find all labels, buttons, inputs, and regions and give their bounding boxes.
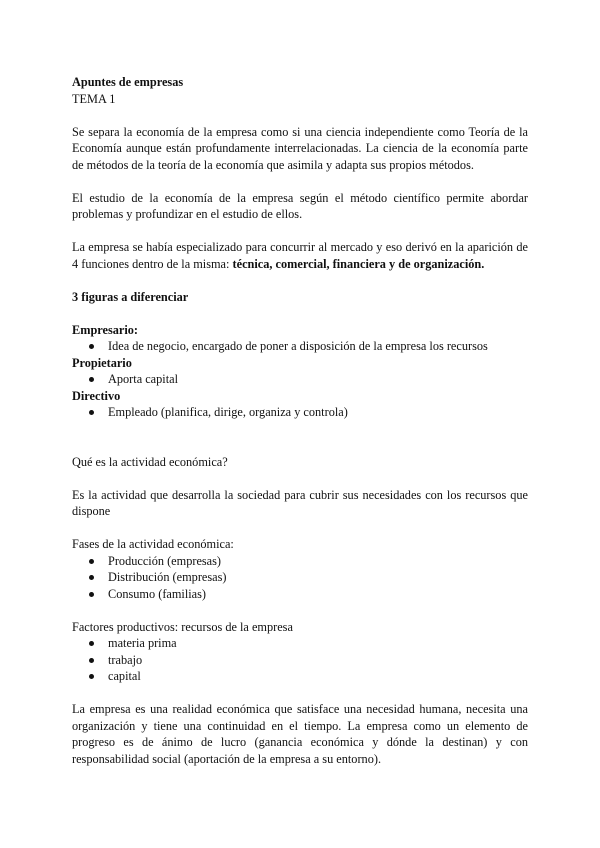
- funciones-text: La empresa se había especializado para concurrir al mercado y eso derivó en la aparición de 4 funciones dentro de la misma:: [72, 240, 528, 271]
- funciones-bold: técnica, comercial, financiera y de organización.: [232, 256, 485, 271]
- bullet-icon: [89, 344, 94, 349]
- empresario-list: [72, 338, 528, 355]
- actividad-question: Qué es la actividad económica?: [72, 454, 228, 469]
- list-item: Idea de negocio, encargado de poner a disposición de la empresa los recursos: [72, 338, 528, 355]
- paragraph-intro: Se separa la economía de la empresa como si una ciencia independiente como Teoría de la Economía aunque están profundamente interrelacionadas. La ciencia de la economía parte de métodos de la teoría de la economía que asimila y adapta sus propios métodos.: [72, 124, 528, 172]
- document-page: [72, 74, 528, 767]
- directivo-list: [72, 404, 528, 421]
- bullet-icon: [89, 674, 94, 679]
- paragraph-estudio: El estudio de la economía de la empresa según el método científico permite abordar problemas y profundizar en el estudio de ellos.: [72, 190, 528, 221]
- actividad-answer: Es la actividad que desarrolla la sociedad para cubrir sus necesidades con los recursos que dispone: [72, 487, 528, 518]
- bullet-icon: [89, 592, 94, 597]
- paragraph-closing: La empresa es una realidad económica que satisface una necesidad humana, necesita una organización y tiene una continuidad en el tiempo. La empresa como un elemento de progreso es de ánimo de lucro (ganancia económica y dónde la destinan) y con responsabilidad social (aportación de la empresa a su entorno).: [72, 702, 528, 766]
- bullet-icon: [89, 559, 94, 564]
- directivo-label: Directivo: [72, 388, 121, 403]
- bullet-icon: [89, 410, 94, 415]
- bullet-icon: [89, 377, 94, 382]
- document-subtitle: TEMA 1: [72, 91, 116, 106]
- factores-list: [72, 635, 528, 685]
- list-item: Distribución (empresas): [72, 569, 528, 586]
- list-item: materia prima: [72, 635, 528, 652]
- fases-list: [72, 553, 528, 603]
- document-title: Apuntes de empresas: [72, 75, 184, 89]
- list-item: Producción (empresas): [72, 553, 528, 570]
- bullet-icon: [89, 658, 94, 663]
- propietario-list: [72, 371, 528, 388]
- list-item: trabajo: [72, 652, 528, 669]
- factores-heading: Factores productivos: recursos de la empresa: [72, 619, 293, 634]
- list-item: Empleado (planifica, dirige, organiza y controla): [72, 404, 528, 421]
- empresario-label: Empresario:: [72, 322, 139, 337]
- list-item: capital: [72, 668, 528, 685]
- list-item: Consumo (familias): [72, 586, 528, 603]
- propietario-label: Propietario: [72, 355, 132, 370]
- list-item: Aporta capital: [72, 371, 528, 388]
- bullet-icon: [89, 575, 94, 580]
- bullet-icon: [89, 641, 94, 646]
- fases-heading: Fases de la actividad económica:: [72, 537, 234, 551]
- paragraph-funciones: [72, 239, 528, 272]
- figuras-heading: 3 figuras a diferenciar: [72, 289, 189, 304]
